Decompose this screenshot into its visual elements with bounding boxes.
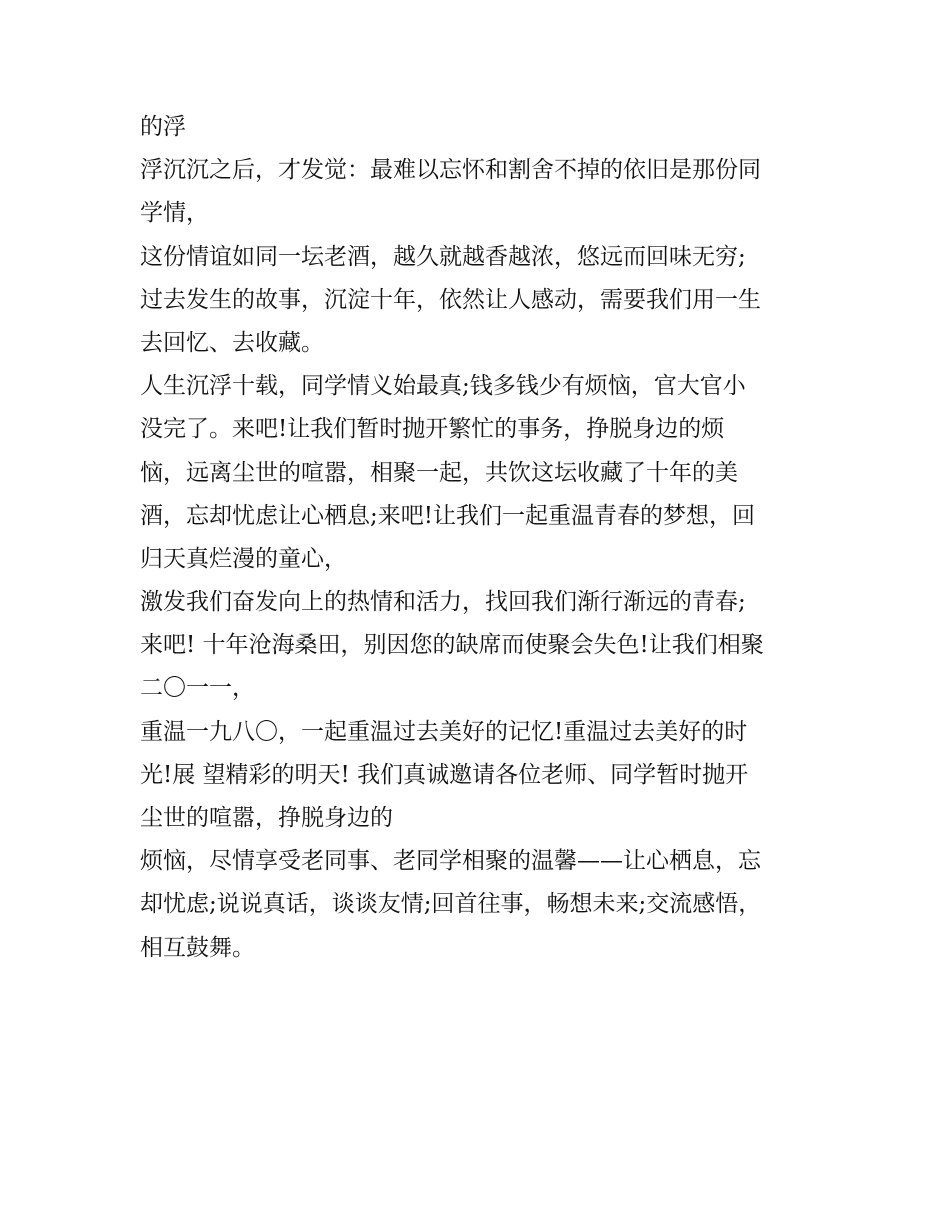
text-line: 酒，忘却忧虑让心栖息;来吧!让我们一起重温青春的梦想，回 — [140, 502, 755, 529]
text-line: 过去发生的故事，沉淀十年，依然让人感动，需要我们用一生 — [140, 286, 761, 313]
text-line: 去回忆、去收藏。 — [140, 329, 324, 356]
text-line: 尘世的喧嚣，挣脱身边的 — [140, 805, 393, 831]
text-line: 二〇一一， — [140, 675, 255, 702]
text-line: 激发我们奋发向上的热情和活力，找回我们渐行渐远的青春; — [140, 589, 746, 616]
text-line: 的浮 — [140, 114, 186, 140]
text-line: 烦恼，尽情享受老同事、老同学相聚的温馨——让心栖息，忘 — [140, 848, 761, 875]
text-line: 光!展 望精彩的明天! 我们真诚邀请各位老师、同学暂时抛开 — [140, 761, 749, 788]
text-line: 重温一九八〇，一起重温过去美好的记忆!重温过去美好的时 — [140, 718, 748, 745]
text-line: 这份情谊如同一坛老酒，越久就越香越浓，悠远而回味无穷; — [140, 243, 746, 270]
text-line: 浮沉沉之后，才发觉：最难以忘怀和割舍不掉的依旧是那份同 — [140, 157, 761, 184]
text-line: 人生沉浮十载，同学情义始最真;钱多钱少有烦恼，官大官小 — [140, 373, 746, 400]
body-text — [140, 106, 830, 970]
text-line: 归天真烂漫的童心， — [140, 545, 347, 572]
text-line: 恼，远离尘世的喧嚣，相聚一起，共饮这坛收藏了十年的美 — [140, 459, 738, 486]
text-line: 相互鼓舞。 — [140, 934, 255, 961]
text-line: 却忧虑;说说真话，谈谈友情;回首往事，畅想未来;交流感悟， — [140, 891, 762, 918]
text-line: 来吧! 十年沧海桑田，别因您的缺席而使聚会失色!让我们相聚 — [140, 632, 764, 659]
text-line: 没完了。来吧!让我们暂时抛开繁忙的事务，挣脱身边的烦 — [140, 416, 725, 443]
text-line: 学情， — [140, 200, 209, 227]
